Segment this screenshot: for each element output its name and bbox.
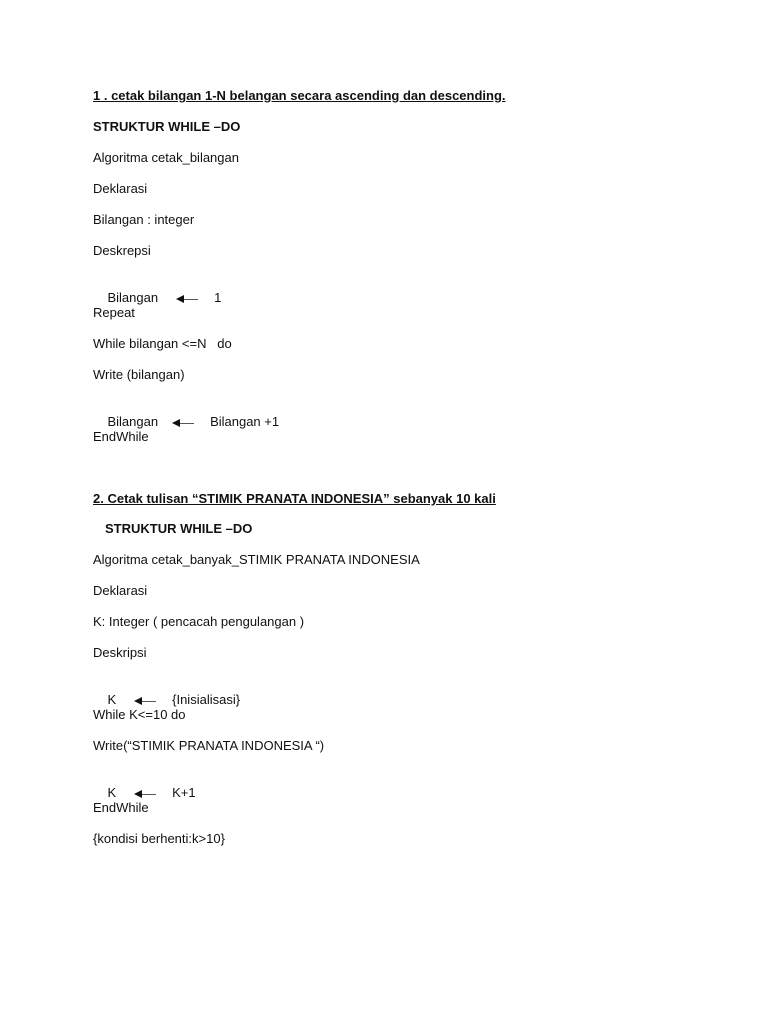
left-arrow-icon bbox=[134, 696, 158, 706]
section1-declaration-var: Bilangan : integer bbox=[93, 212, 195, 227]
section2-while-line: While K<=10 do bbox=[93, 707, 186, 722]
left-arrow-icon bbox=[176, 294, 200, 304]
section2-end-line: EndWhile bbox=[93, 800, 149, 815]
section1-assign-inc-value: Bilangan +1 bbox=[210, 414, 280, 429]
left-arrow-icon bbox=[134, 789, 158, 799]
section2-description-label: Deskripsi bbox=[93, 645, 147, 660]
section1-structure-label: STRUKTUR WHILE –DO bbox=[93, 119, 241, 134]
section2-write-line: Write(“STIMIK PRANATA INDONESIA “) bbox=[93, 738, 325, 753]
section1-end-line: EndWhile bbox=[93, 429, 149, 444]
section2-assign-inc-var: K bbox=[107, 785, 117, 800]
section1-repeat-line: Repeat bbox=[93, 305, 135, 320]
section1-assign-inc-var: Bilangan bbox=[107, 414, 159, 429]
section2-assign-inc-value: K+1 bbox=[172, 785, 196, 800]
left-arrow-icon bbox=[172, 418, 196, 428]
section1-algorithm-line: Algoritma cetak_bilangan bbox=[93, 150, 239, 165]
section2-assign-init-var: K bbox=[107, 692, 117, 707]
section1-write-line: Write (bilangan) bbox=[93, 367, 185, 382]
section2-structure-label: STRUKTUR WHILE –DO bbox=[105, 521, 253, 536]
section2-assign-init-value: {Inisialisasi} bbox=[172, 692, 241, 707]
section2-stop-condition: {kondisi berhenti:k>10} bbox=[93, 831, 225, 846]
section1-while-line: While bilangan <=N do bbox=[93, 336, 232, 351]
section2-heading: 2. Cetak tulisan “STIMIK PRANATA INDONESIA” sebanyak 10 kali bbox=[93, 491, 496, 506]
section2-algorithm-line: Algoritma cetak_banyak_STIMIK PRANATA INDONESIA bbox=[93, 552, 420, 567]
section2-declaration-var: K: Integer ( pencacah pengulangan ) bbox=[93, 614, 305, 629]
section1-assign-init-var: Bilangan bbox=[107, 290, 159, 305]
section1-assign-init-value: 1 bbox=[214, 290, 222, 305]
section1-heading: 1 . cetak bilangan 1-N belangan secara ascending dan descending. bbox=[93, 88, 506, 103]
section1-description-label: Deskrepsi bbox=[93, 243, 151, 258]
section1-declaration-label: Deklarasi bbox=[93, 181, 148, 196]
section2-declaration-label: Deklarasi bbox=[93, 583, 148, 598]
